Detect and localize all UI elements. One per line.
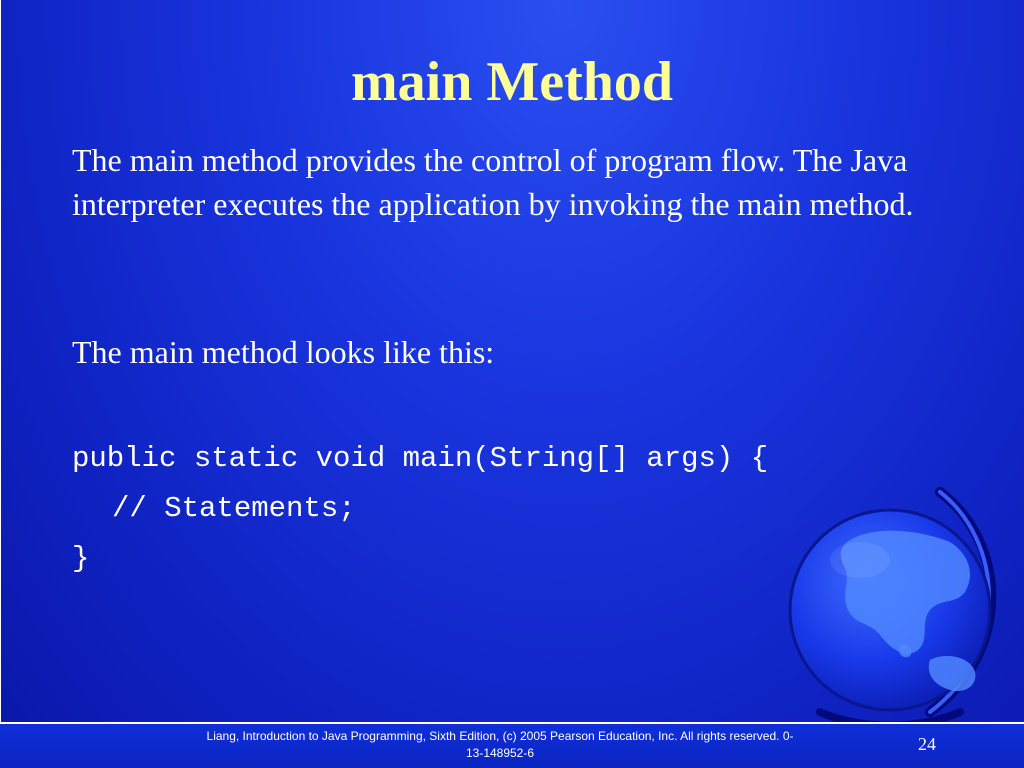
code-line-3: } xyxy=(72,542,90,575)
code-line-1: public static void main(String[] args) { xyxy=(72,442,769,475)
paragraph-lookslike: The main method looks like this: xyxy=(72,334,495,370)
footer-copyright: Liang, Introduction to Java Programming, Sixth Edition, (c) 2005 Pearson Education, Inc. All rights reserved. 0-13-148952-6 xyxy=(206,729,794,760)
code-line-2: // Statements; xyxy=(112,492,356,525)
page-number: 24 xyxy=(918,734,936,754)
slide-title: main Method xyxy=(351,51,673,113)
paragraph-intro: The main method provides the control of program flow. The Java interpreter executes the application by invoking the main method. xyxy=(72,142,914,222)
globe-icon xyxy=(780,480,1020,740)
